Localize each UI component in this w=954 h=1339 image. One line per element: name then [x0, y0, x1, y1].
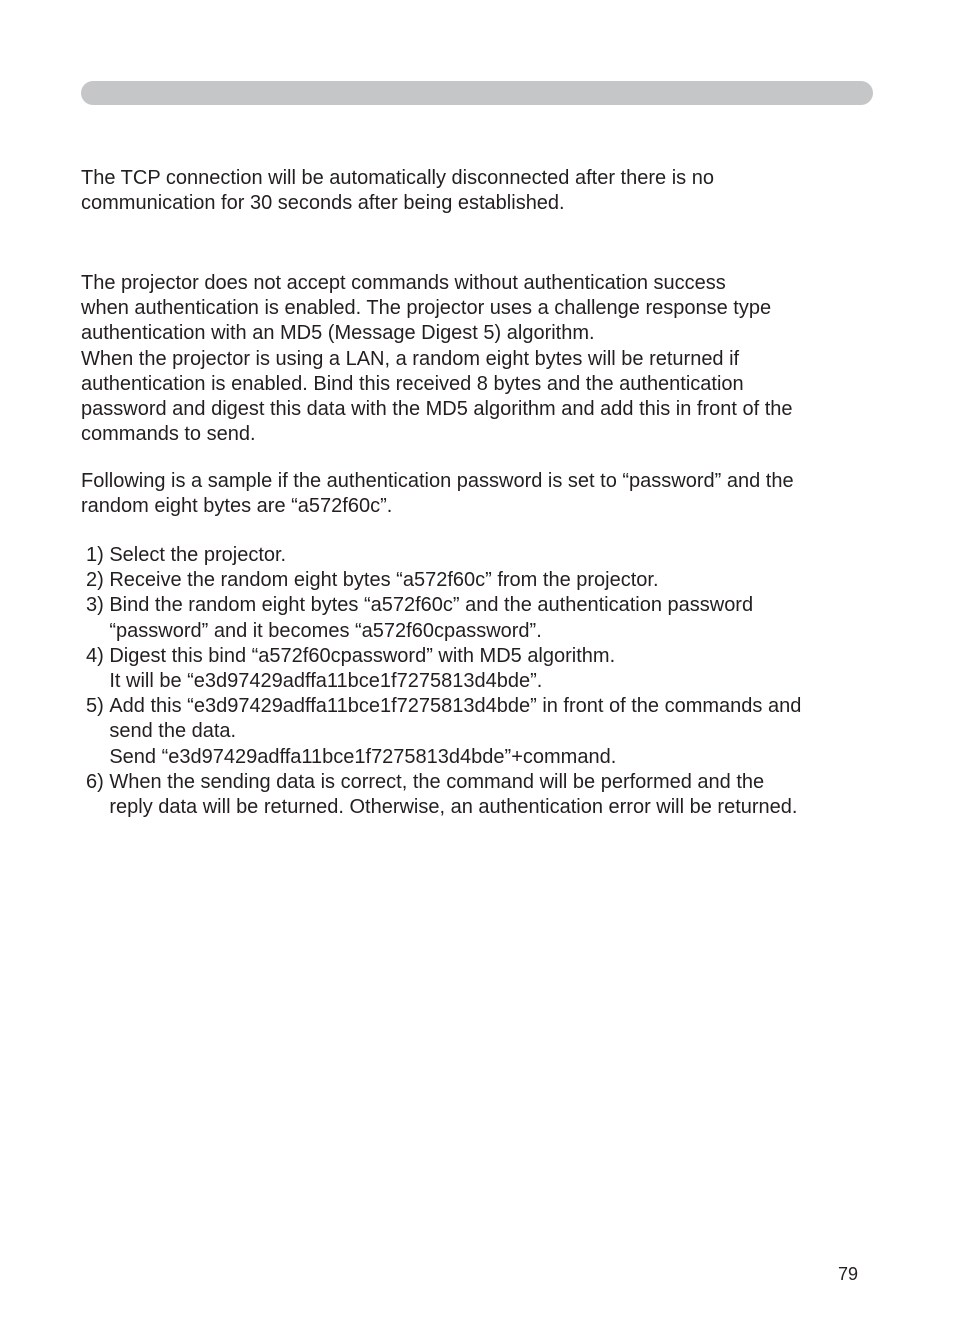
step-text: reply data will be returned. Otherwise, an authentication error will be returned. [109, 796, 798, 819]
step-text: “password” and it becomes “a572f60cpassword”. [109, 619, 542, 642]
auth-line: commands to send. [81, 423, 256, 446]
step-number: 6) [86, 770, 110, 793]
step-item [86, 593, 886, 643]
sample-line: Following is a sample if the authentication password is set to “password” and the [81, 470, 794, 492]
step-text: send the data. [109, 720, 237, 743]
step-item [86, 770, 886, 820]
step-number: 4) [86, 644, 110, 667]
step-text: Receive the random eight bytes “a572f60c” from the projector. [109, 569, 659, 592]
sample-line: random eight bytes are “a572f60c”. [81, 495, 393, 518]
tcp-line: The TCP connection will be automatically disconnected after there is no [81, 167, 714, 189]
step-text: Send “e3d97429adffa11bce1f7275813d4bde”+command. [109, 745, 617, 768]
step-item [86, 694, 886, 770]
auth-line: password and digest this data with the MD5 algorithm and add this in front of the [81, 398, 793, 421]
step-text: It will be “e3d97429adffa11bce1f7275813d4bde”. [109, 670, 543, 693]
step-item [86, 568, 886, 593]
sample-steps-list [86, 543, 886, 820]
auth-line: authentication is enabled. Bind this received 8 bytes and the authentication [81, 372, 744, 395]
step-number: 5) [86, 695, 110, 718]
page-number: 79 [838, 1264, 859, 1284]
step-text: Add this “e3d97429adffa11bce1f7275813d4bde” in front of the commands and [109, 695, 802, 718]
tcp-line: communication for 30 seconds after being established. [81, 192, 565, 215]
step-number: 2) [86, 569, 110, 592]
auth-line: When the projector is using a LAN, a random eight bytes will be returned if [81, 347, 740, 370]
step-number: 3) [86, 594, 110, 617]
tcp-timeout-paragraph [81, 166, 881, 216]
step-text: When the sending data is correct, the command will be performed and the [109, 770, 765, 793]
auth-line: when authentication is enabled. The projector uses a challenge response type [81, 297, 772, 320]
authentication-paragraph [81, 271, 881, 447]
step-text: Bind the random eight bytes “a572f60c” and the authentication password [109, 594, 754, 617]
section-header-bar [81, 81, 873, 105]
step-text: Select the projector. [109, 544, 287, 566]
step-text: Digest this bind “a572f60cpassword” with MD5 algorithm. [109, 644, 616, 667]
auth-line: authentication with an MD5 (Message Digest 5) algorithm. [81, 322, 595, 345]
auth-line: The projector does not accept commands without authentication success [81, 272, 726, 294]
sample-intro-paragraph [81, 469, 881, 519]
step-item [86, 543, 886, 568]
step-number: 1) [86, 544, 110, 566]
step-item [86, 644, 886, 694]
